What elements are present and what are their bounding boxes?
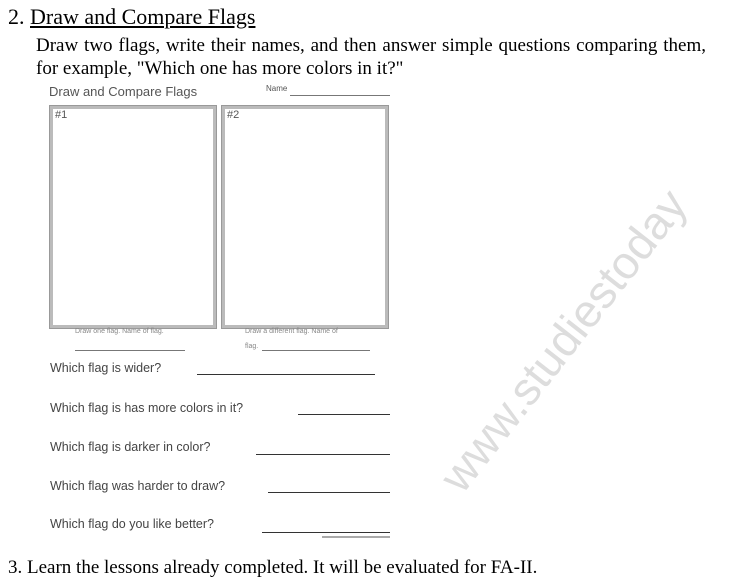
footer-text: 3. Learn the lessons already completed. It will be evaluated for FA-II. (8, 557, 538, 578)
section-heading (8, 4, 255, 29)
question-3: Which flag is darker in color? (50, 440, 211, 454)
box2-label: #2 (227, 109, 240, 121)
flag-box-1[interactable] (50, 106, 216, 328)
question-1: Which flag is wider? (50, 361, 162, 375)
name-label: Name (266, 84, 288, 93)
flag2-name-line[interactable] (262, 350, 370, 351)
question-4: Which flag was harder to draw? (50, 479, 226, 493)
heading-title: Draw and Compare Flags (30, 4, 256, 29)
box1-label: #1 (55, 109, 68, 121)
instructions: Draw two flags, write their names, and then answer simple questions comparing them, for example, "Which one has more colors in it?" (36, 35, 706, 79)
name-line[interactable] (290, 95, 390, 96)
question-2: Which flag is has more colors in it? (50, 401, 244, 415)
caption-2: Draw a different flag. Name of (245, 328, 338, 335)
answer-line-5[interactable] (262, 532, 390, 533)
answer-line-1[interactable] (197, 374, 375, 375)
flag1-name-line[interactable] (75, 350, 185, 351)
answer-line-4[interactable] (268, 492, 390, 493)
answer-line-2[interactable] (298, 414, 390, 415)
heading-number: 2. (8, 4, 25, 29)
watermark: www.studiestoday (429, 179, 697, 502)
caption-1: Draw one flag. Name of flag. (75, 328, 164, 335)
question-5: Which flag do you like better? (50, 517, 214, 531)
flag-box-2[interactable] (222, 106, 388, 328)
caption-2-cont: flag. (245, 343, 259, 350)
answer-line-3[interactable] (256, 454, 390, 455)
site-footer-mark (322, 536, 390, 538)
worksheet-title: Draw and Compare Flags (49, 84, 198, 99)
